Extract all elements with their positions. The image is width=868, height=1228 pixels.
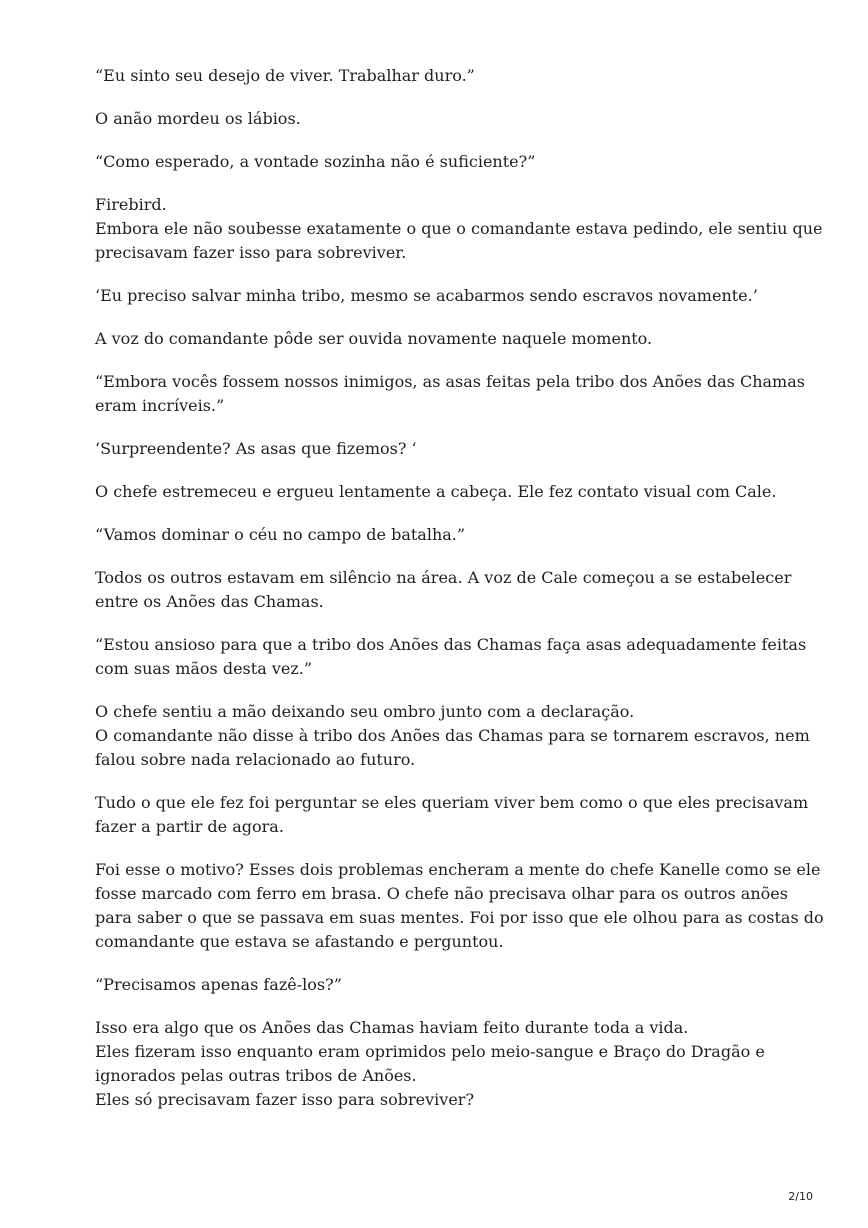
paragraph bbox=[95, 480, 785, 504]
text-line: falou sobre nada relacionado ao futuro. bbox=[95, 750, 416, 769]
text-line: para saber o que se passava em suas mentes. Foi por isso que ele olhou para as costas do bbox=[95, 908, 824, 927]
paragraph bbox=[95, 437, 785, 461]
text-line: precisavam fazer isso para sobreviver. bbox=[95, 243, 407, 262]
text-line: “Embora vocês fossem nossos inimigos, as asas feitas pela tribo dos Anões das Chamas bbox=[95, 372, 805, 391]
paragraph bbox=[95, 633, 807, 681]
text-line: O chefe sentiu a mão deixando seu ombro junto com a declaração. bbox=[95, 702, 635, 721]
text-line: Embora ele não soubesse exatamente o que o comandante estava pedindo, ele sentiu que bbox=[95, 219, 823, 238]
text-line: O chefe estremeceu e ergueu lentamente a cabeça. Ele fez contato visual com Cale. bbox=[95, 482, 777, 501]
text-line: com suas mãos desta vez.” bbox=[95, 659, 313, 678]
text-line: Eles só precisavam fazer isso para sobreviver? bbox=[95, 1090, 475, 1109]
paragraph bbox=[95, 1016, 785, 1112]
paragraph bbox=[95, 107, 785, 131]
paragraph bbox=[95, 566, 792, 614]
text-line: Todos os outros estavam em silêncio na área. A voz de Cale começou a se estabelecer bbox=[95, 568, 792, 587]
paragraph bbox=[95, 64, 785, 88]
text-line: eram incríveis.” bbox=[95, 396, 225, 415]
text-line: “Estou ansioso para que a tribo dos Anões das Chamas faça asas adequadamente feitas bbox=[95, 635, 807, 654]
paragraph bbox=[95, 523, 785, 547]
text-line: “Vamos dominar o céu no campo de batalha.” bbox=[95, 525, 466, 544]
paragraph bbox=[95, 193, 823, 265]
text-line: Foi esse o motivo? Esses dois problemas encheram a mente do chefe Kanelle como se ele bbox=[95, 860, 821, 879]
text-line: “Como esperado, a vontade sozinha não é suficiente?” bbox=[95, 152, 536, 171]
paragraph bbox=[95, 973, 785, 997]
text-line: A voz do comandante pôde ser ouvida novamente naquele momento. bbox=[95, 329, 653, 348]
text-line: ‘Surpreendente? As asas que fizemos? ‘ bbox=[95, 439, 417, 458]
paragraph bbox=[95, 858, 824, 954]
text-line: ignorados pelas outras tribos de Anões. bbox=[95, 1066, 417, 1085]
text-line: entre os Anões das Chamas. bbox=[95, 592, 324, 611]
paragraph bbox=[95, 150, 785, 174]
text-line: O anão mordeu os lábios. bbox=[95, 109, 301, 128]
text-line: O comandante não disse à tribo dos Anões das Chamas para se tornarem escravos, nem bbox=[95, 726, 810, 745]
paragraph bbox=[95, 370, 805, 418]
document-body bbox=[95, 64, 824, 1131]
paragraph bbox=[95, 700, 810, 772]
text-line: Isso era algo que os Anões das Chamas haviam feito durante toda a vida. bbox=[95, 1018, 689, 1037]
paragraph bbox=[95, 284, 785, 308]
text-line: comandante que estava se afastando e perguntou. bbox=[95, 932, 504, 951]
text-line: fazer a partir de agora. bbox=[95, 817, 284, 836]
text-line: fosse marcado com ferro em brasa. O chefe não precisava olhar para os outros anões bbox=[95, 884, 788, 903]
text-line: Eles fizeram isso enquanto eram oprimidos pelo meio-sangue e Braço do Dragão e bbox=[95, 1042, 765, 1061]
page-number: 2/10 bbox=[788, 1190, 813, 1203]
text-line: ‘Eu preciso salvar minha tribo, mesmo se acabarmos sendo escravos novamente.’ bbox=[95, 286, 758, 305]
text-line: Firebird. bbox=[95, 195, 167, 214]
text-line: Tudo o que ele fez foi perguntar se eles queriam viver bem como o que eles precisavam bbox=[95, 793, 809, 812]
paragraph bbox=[95, 327, 785, 351]
text-line: “Precisamos apenas fazê-los?” bbox=[95, 975, 342, 994]
paragraph bbox=[95, 791, 809, 839]
text-line: “Eu sinto seu desejo de viver. Trabalhar duro.” bbox=[95, 66, 475, 85]
